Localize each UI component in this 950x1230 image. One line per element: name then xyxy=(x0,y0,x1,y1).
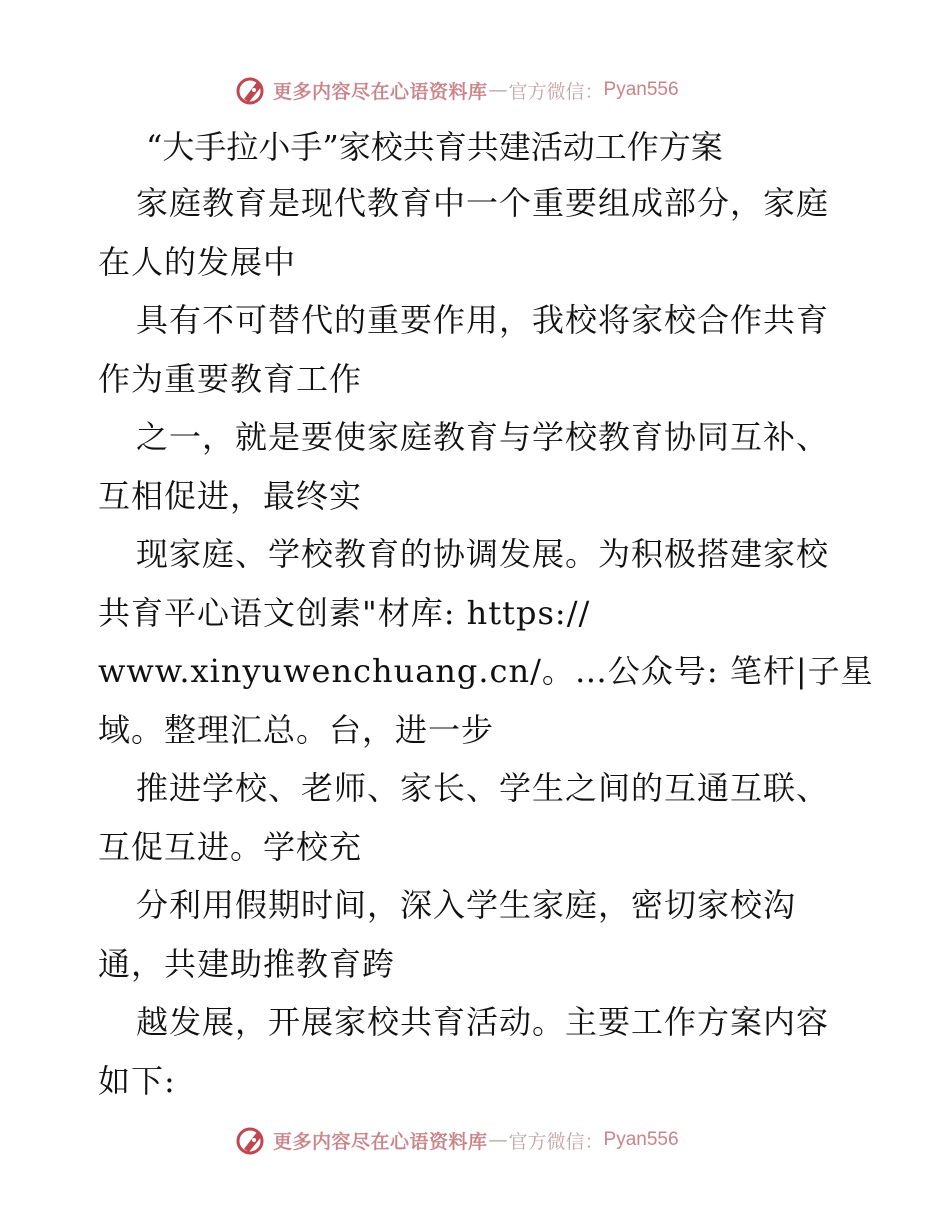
text-line: 作为重要教育工作 xyxy=(98,359,363,398)
watermark-sub-text: 官方微信： xyxy=(508,1130,604,1153)
watermark-wechat-id: Pyan556 xyxy=(603,79,679,100)
text-line: 域。整理汇总。台，进一步 xyxy=(98,710,495,749)
footer-watermark xyxy=(0,1120,950,1160)
text-line: 互相促进，最终实 xyxy=(98,476,363,515)
text-line: 通，共建助推教育跨 xyxy=(98,944,396,983)
text-line-url: www.xinyuwenchuang.cn/。…公众号: 笔杆|子星 xyxy=(98,652,874,690)
watermark-main-text: 更多内容尽在心语资料库 xyxy=(273,80,488,103)
text-line: 如下: xyxy=(98,1061,176,1100)
text-line: 互促互进。学校充 xyxy=(98,827,363,866)
document-title: “大手拉小手”家校共育共建活动工作方案 xyxy=(146,128,723,166)
watermark-main-text: 更多内容尽在心语资料库 xyxy=(273,1130,488,1153)
text-line: 在人的发展中 xyxy=(98,242,297,281)
pen-nib-circle-icon xyxy=(235,74,267,106)
text-line: 分利用假期时间，深入学生家庭，密切家校沟 xyxy=(136,886,797,924)
pen-nib-circle-icon xyxy=(235,1124,267,1156)
watermark-banner xyxy=(235,1122,679,1158)
watermark-separator: — xyxy=(488,1129,508,1151)
text-line: 共育平心语文创素"材库: https:// xyxy=(98,593,591,632)
text-line: 越发展，开展家校共育活动。主要工作方案内容 xyxy=(136,1003,830,1041)
watermark-sub-text: 官方微信： xyxy=(508,80,604,103)
header-watermark xyxy=(0,70,950,110)
text-line: 推进学校、老师、家长、学生之间的互通互联、 xyxy=(136,769,830,807)
text-line: 之一，就是要使家庭教育与学校教育协同互补、 xyxy=(136,418,830,456)
text-line: 家庭教育是现代教育中一个重要组成部分，家庭 xyxy=(136,184,830,222)
watermark-banner xyxy=(235,72,679,108)
document-body xyxy=(98,120,874,1110)
text-line: 具有不可替代的重要作用，我校将家校合作共育 xyxy=(136,301,830,339)
watermark-separator: — xyxy=(488,79,508,101)
text-line: 现家庭、学校教育的协调发展。为积极搭建家校 xyxy=(136,535,830,573)
watermark-wechat-id: Pyan556 xyxy=(603,1129,679,1150)
